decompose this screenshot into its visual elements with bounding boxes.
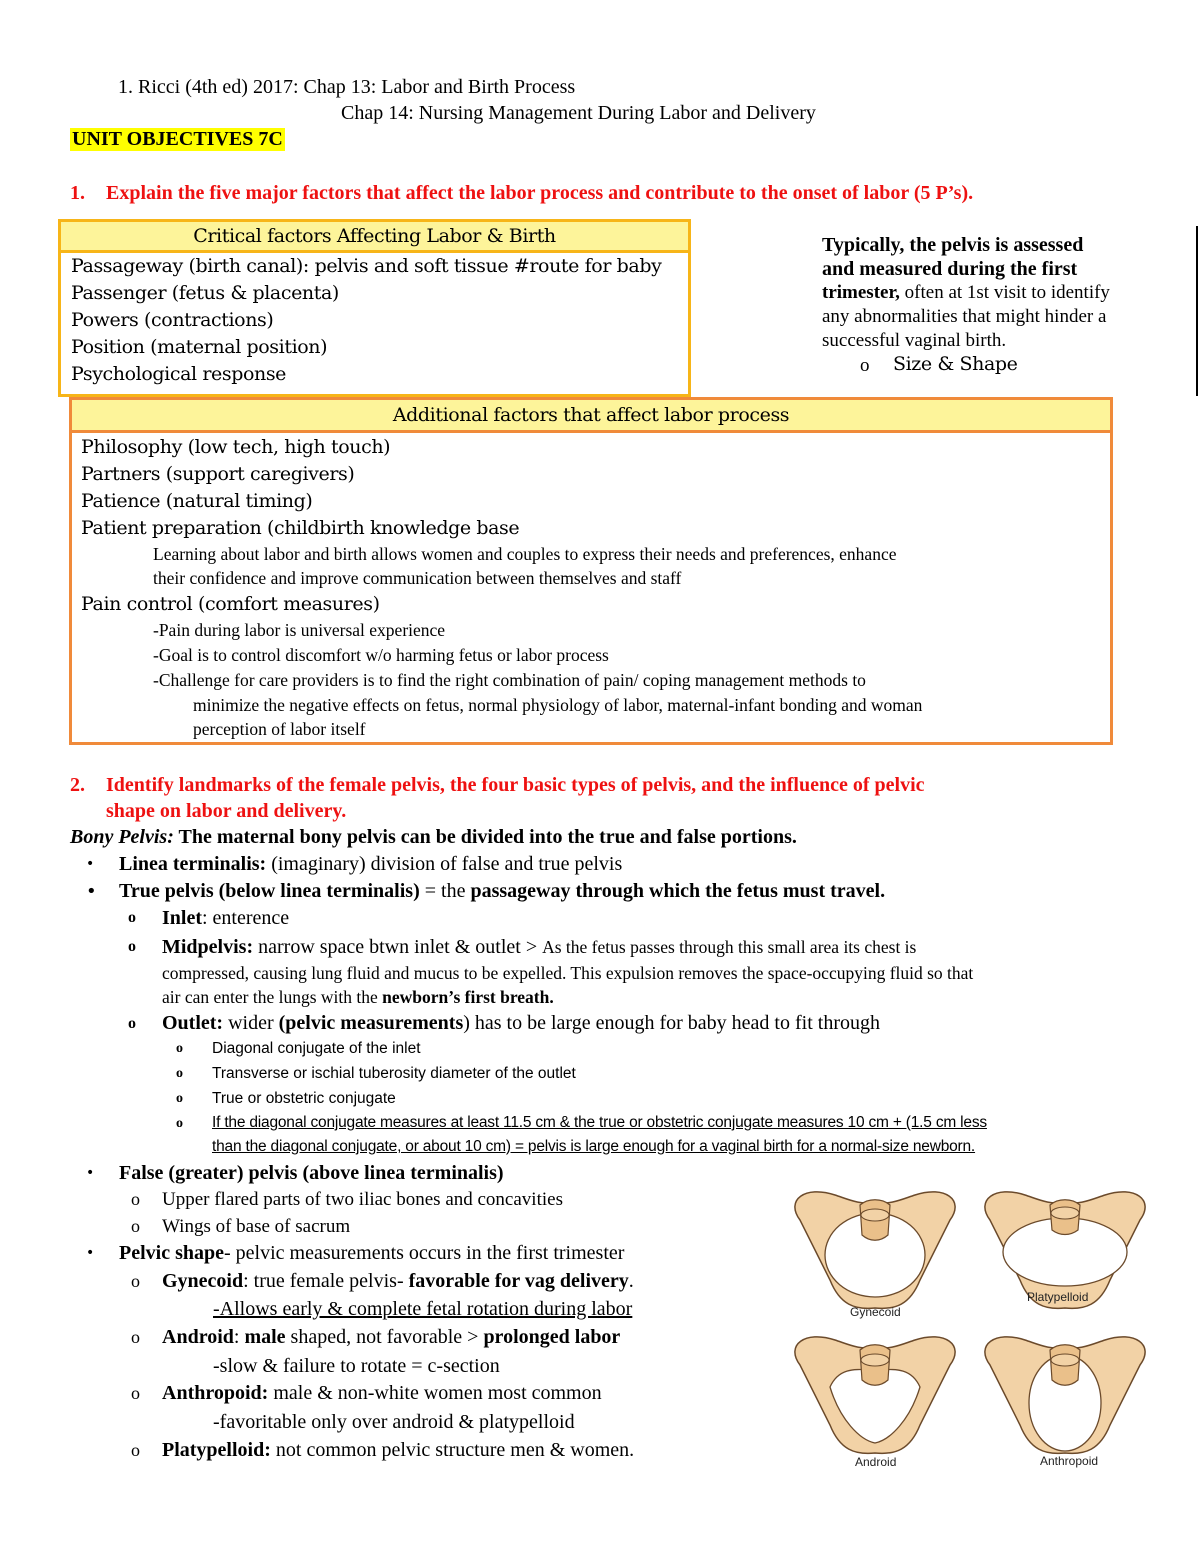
pain-note-continued: perception of labor itself [193,719,366,739]
pelvis-type-bold: male [244,1326,286,1348]
midpelvis-text: narrow space btwn inlet & outlet > [253,936,543,958]
midpelvis-label: Midpelvis: [162,936,254,958]
bony-pelvis-label: Bony Pelvis: [70,826,174,848]
pelvis-type-platypelloid [162,1439,634,1462]
pelvis-type-tail: . [628,1270,634,1292]
side-note-bold-line: trimester, [822,282,900,303]
additional-factors-header-text: Additional factors that affect labor process [392,404,790,426]
outlet-measurement: Transverse or ischial tuberosity diameter of the outlet [212,1065,576,1082]
true-pelvis-eq: = the [419,880,471,902]
side-note-bold-line: and measured during the first [822,258,1078,280]
pelvis-type-anthropoid [162,1382,602,1405]
preparation-note-line: Learning about labor and birth allows women and couples to express their needs and preferences, enhance [153,544,897,564]
additional-factor-item: Patient preparation (childbirth knowledge base [81,517,520,539]
anthropoid-pelvis [985,1337,1145,1454]
objective-1-text: Explain the five major factors that affect the labor process and contribute to the onset of labor (5 P’s). [106,182,974,204]
objective-2-number: 2. [70,774,85,796]
critical-factors-header-text: Critical factors Affecting Labor & Birth [193,225,556,247]
pelvis-type-bold-tail: prolonged labor [483,1326,621,1348]
inlet-label: Inlet [162,907,202,929]
objective-1-number: 1. [70,182,85,204]
side-note-bullet: o [860,355,870,376]
outlet-text: wider [223,1012,279,1034]
reference-line-2: Chap 14: Nursing Management During Labor and Delivery [341,102,816,124]
critical-factors-header [61,222,688,253]
figure-label-android: Android [855,1455,897,1469]
sub-sub-bullet-icon: o [176,1091,183,1106]
pelvic-shape-text: - pelvic measurements occurs in the first trimester [224,1242,625,1264]
outlet-rule-line-2: than the diagonal conjugate, or about 10 cm) = pelvis is large enough for a vaginal birth for a normal-size newborn. [212,1138,976,1155]
pelvis-type-text: not common pelvic structure men & women. [270,1439,635,1461]
sub-bullet-icon: o [131,1189,140,1209]
pelvis-types-figure [775,1175,1165,1475]
pelvis-type-bold: favorable for vag delivery [408,1270,629,1292]
pelvis-type-text-2: shaped, not favorable > [285,1326,484,1348]
midpelvis-note-line-2: compressed, causing lung fluid and mucus to be expelled. This expulsion removes the space-occupying fluid so that [162,963,974,983]
pelvic-shape-line [119,1242,624,1265]
midpelvis-line [162,936,916,959]
pain-note: -Challenge for care providers is to find the right combination of pain/ coping management methods to [153,670,866,690]
side-note-line-5: successful vaginal birth. [822,330,1007,351]
side-note-bold-line: Typically, the pelvis is assessed [822,234,1084,256]
false-pelvis-line [119,1162,504,1185]
bullet-icon: • [86,1245,95,1261]
outlet-line [162,1012,880,1035]
pelvis-type-text: : [233,1326,245,1348]
true-pelvis-definition: passageway through which the fetus must travel. [470,880,886,902]
bony-pelvis-text: The maternal bony pelvis can be divided into the true and false portions. [173,826,797,848]
pelvis-type-gynecoid [162,1270,634,1293]
critical-factor-item: Psychological response [71,363,287,385]
false-pelvis-paren: (above linea terminalis) [297,1162,504,1184]
pain-note: -Goal is to control discomfort w/o harming fetus or labor process [153,645,609,665]
outlet-measurement: True or obstetric conjugate [212,1090,396,1107]
pelvis-type-text: : true female pelvis- [243,1270,409,1292]
midpelvis-note-bold: newborn’s first breath. [382,987,554,1007]
gynecoid-pelvis [795,1192,955,1309]
pelvis-type-name: Android [162,1326,234,1348]
true-pelvis-line [119,880,885,903]
midpelvis-note-text: air can enter the lungs with the [162,987,383,1007]
pelvis-type-note: -slow & failure to rotate = c-section [213,1355,500,1377]
sub-bullet-icon: o [128,909,136,926]
critical-factor-item: Position (maternal position) [71,336,328,358]
true-pelvis-paren: (below linea terminalis) [213,880,420,902]
side-note-text: often at 1st visit to identify [899,282,1110,303]
pelvis-type-name: Platypelloid: [162,1439,271,1461]
outlet-rule-line-1: If the diagonal conjugate measures at least 11.5 cm & the true or obstetric conjugate measures 10 cm + (1.5 cm less [212,1114,987,1131]
side-note-line-4: any abnormalities that might hinder a [822,306,1107,327]
figure-label-gynecoid: Gynecoid [850,1305,901,1319]
pelvis-type-name: Anthropoid: [162,1382,269,1404]
linea-terminalis-line [119,853,622,876]
pain-note-continued: minimize the negative effects on fetus, normal physiology of labor, maternal-infant bonding and woman [193,695,923,715]
sub-bullet-icon: o [131,1327,140,1347]
midpelvis-note: As the fetus passes through this small area its chest is [542,937,917,957]
sub-sub-bullet-icon: o [176,1066,183,1081]
true-pelvis-label: True pelvis [119,880,214,902]
midpelvis-note-line-3 [162,987,554,1008]
sub-sub-bullet-icon: o [176,1116,183,1131]
pelvis-type-android [162,1326,620,1349]
outlet-bold: (pelvic measurements [278,1012,464,1034]
sub-bullet-icon: o [128,1015,136,1032]
false-pelvis-label: False (greater) pelvis [119,1162,298,1184]
outlet-label: Outlet: [162,1012,224,1034]
inlet-text: : enterence [202,907,290,929]
reference-line-1: 1. Ricci (4th ed) 2017: Chap 13: Labor and Birth Process [118,76,576,98]
critical-factor-item: Passenger (fetus & placenta) [71,282,339,304]
critical-factor-item: Powers (contractions) [71,309,274,331]
sub-bullet-icon: o [131,1271,140,1291]
pelvis-type-name: Gynecoid [162,1270,244,1292]
additional-factor-item: Partners (support caregivers) [81,463,355,485]
sub-bullet-icon: o [131,1440,140,1460]
additional-factor-item: Philosophy (low tech, high touch) [81,436,391,458]
bony-pelvis-line [70,826,797,849]
pain-control-item: Pain control (comfort measures) [81,593,380,615]
pelvis-type-note: -favoritable only over android & platypelloid [213,1411,575,1433]
outlet-measurement: Diagonal conjugate of the inlet [212,1040,421,1057]
pelvic-shape-label: Pelvic shape [119,1242,224,1264]
critical-factor-item: Passageway (birth canal): pelvis and soft tissue #route for baby [71,255,662,277]
linea-terminalis-text: (imaginary) division of false and true pelvis [266,853,623,875]
additional-factor-item: Patience (natural timing) [81,490,313,512]
android-pelvis [795,1337,955,1454]
sub-bullet-icon: o [131,1216,140,1236]
false-pelvis-item: Wings of base of sacrum [162,1216,351,1237]
bullet-icon: • [86,856,95,872]
pelvis-type-note: -Allows early & complete fetal rotation during labor [213,1298,633,1320]
bullet-icon: • [86,881,97,902]
figure-label-platypelloid: Platypelloid [1027,1290,1089,1304]
false-pelvis-item: Upper flared parts of two iliac bones and concavities [162,1189,563,1210]
additional-factors-header [72,400,1110,433]
margin-bar [1196,226,1198,396]
preparation-note-line: their confidence and improve communication between themselves and staff [153,568,682,588]
pelvis-type-text: male & non-white women most common [268,1382,602,1404]
unit-title: UNIT OBJECTIVES 7C [72,128,283,150]
linea-terminalis-label: Linea terminalis: [119,853,267,875]
inlet-line [162,907,289,930]
side-note-sub-item: Size & Shape [893,353,1018,375]
bullet-icon: • [86,1165,95,1181]
additional-factors-box [69,397,1113,745]
pain-note: -Pain during labor is universal experience [153,620,446,640]
objective-2-line-2: shape on labor and delivery. [106,800,347,822]
sub-bullet-icon: o [128,938,136,955]
side-note-line-3 [822,282,1110,304]
outlet-text-2: ) has to be large enough for baby head to fit through [463,1012,880,1034]
objective-2-line-1: Identify landmarks of the female pelvis, the four basic types of pelvis, and the influence of pelvic [106,774,925,796]
sub-bullet-icon: o [131,1383,140,1403]
figure-label-anthropoid: Anthropoid [1040,1454,1099,1468]
sub-sub-bullet-icon: o [176,1041,183,1056]
critical-factors-box [58,219,691,397]
